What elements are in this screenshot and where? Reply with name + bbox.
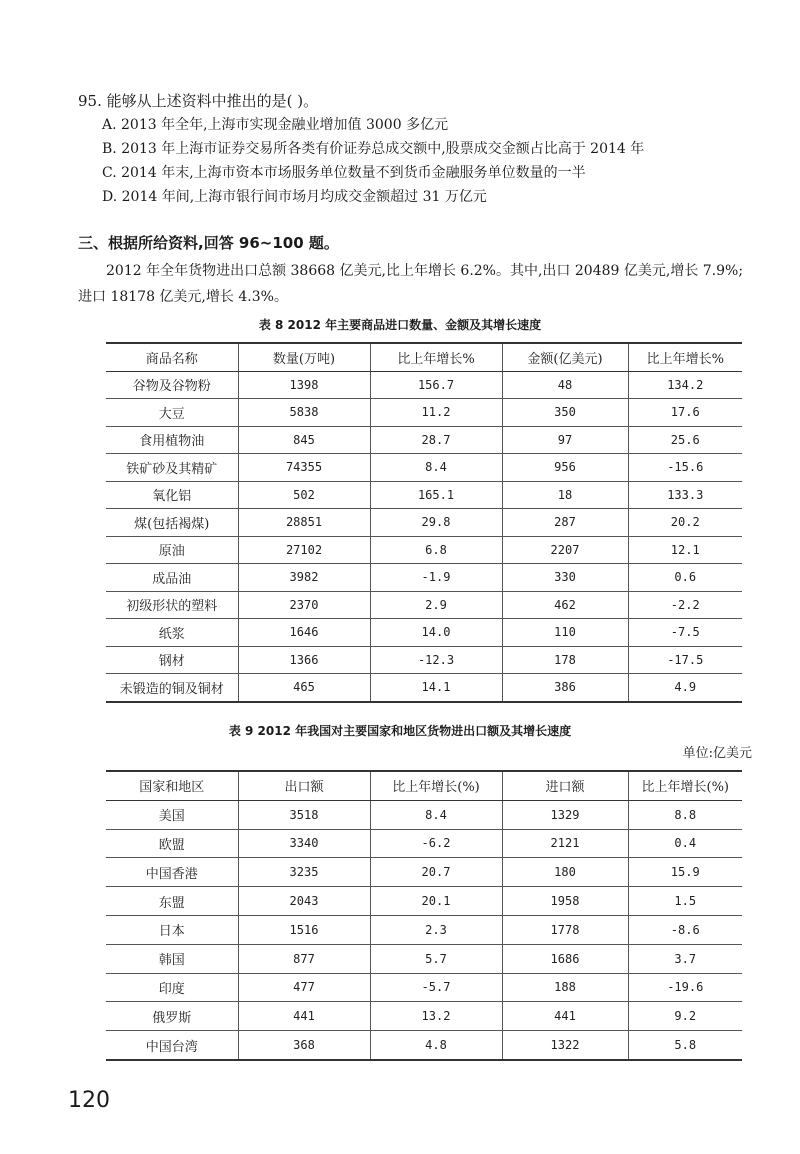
value-cell: 180 <box>502 858 628 887</box>
table8-header-row <box>106 343 742 371</box>
value-cell: 28851 <box>238 509 370 537</box>
value-cell: 1778 <box>502 915 628 944</box>
value-cell: -2.2 <box>628 591 742 619</box>
value-cell: 6.8 <box>370 536 502 564</box>
value-cell: 1.5 <box>628 887 742 916</box>
value-cell: 4.9 <box>628 674 742 702</box>
value-cell: 1322 <box>502 1031 628 1060</box>
value-cell: 156.7 <box>370 371 502 399</box>
value-cell: 3340 <box>238 829 370 858</box>
table8-header-cell: 比上年增长% <box>628 343 742 371</box>
row-label-cell: 成品油 <box>106 564 238 592</box>
option-a: A. 2013 年全年,上海市实现金融业增加值 3000 多亿元 <box>102 117 449 133</box>
value-cell: 2043 <box>238 887 370 916</box>
value-cell: 11.2 <box>370 399 502 427</box>
row-label-cell: 欧盟 <box>106 829 238 858</box>
option-c: C. 2014 年末,上海市资本市场服务单位数量不到货币金融服务单位数量的一半 <box>102 165 586 181</box>
value-cell: 2.3 <box>370 915 502 944</box>
value-cell: -8.6 <box>628 915 742 944</box>
value-cell: 8.8 <box>628 800 742 829</box>
row-label-cell: 纸浆 <box>106 619 238 647</box>
table-row <box>106 1031 742 1060</box>
table9 <box>106 770 742 1061</box>
table9-header-cell: 进口额 <box>502 771 628 800</box>
value-cell: 18 <box>502 481 628 509</box>
value-cell: 386 <box>502 674 628 702</box>
value-cell: 441 <box>238 1002 370 1031</box>
value-cell: 845 <box>238 426 370 454</box>
value-cell: 15.9 <box>628 858 742 887</box>
row-label-cell: 食用植物油 <box>106 426 238 454</box>
row-label-cell: 氧化铝 <box>106 481 238 509</box>
table-row <box>106 829 742 858</box>
row-label-cell: 东盟 <box>106 887 238 916</box>
row-label-cell: 煤(包括褐煤) <box>106 509 238 537</box>
table9-header-cell: 比上年增长(%) <box>370 771 502 800</box>
value-cell: 74355 <box>238 454 370 482</box>
value-cell: -6.2 <box>370 829 502 858</box>
answer-options <box>102 113 644 209</box>
table-row <box>106 646 742 674</box>
value-cell: 20.1 <box>370 887 502 916</box>
table-row <box>106 887 742 916</box>
row-label-cell: 韩国 <box>106 944 238 973</box>
table8-header-cell: 数量(万吨) <box>238 343 370 371</box>
value-cell: 1398 <box>238 371 370 399</box>
value-cell: 3.7 <box>628 944 742 973</box>
table9-header-cell: 出口额 <box>238 771 370 800</box>
value-cell: 287 <box>502 509 628 537</box>
table8 <box>106 342 742 703</box>
value-cell: -1.9 <box>370 564 502 592</box>
value-cell: 1366 <box>238 646 370 674</box>
value-cell: 441 <box>502 1002 628 1031</box>
value-cell: 188 <box>502 973 628 1002</box>
row-label-cell: 中国台湾 <box>106 1031 238 1060</box>
table9-header-row <box>106 771 742 800</box>
value-cell: 133.3 <box>628 481 742 509</box>
row-label-cell: 钢材 <box>106 646 238 674</box>
value-cell: 14.1 <box>370 674 502 702</box>
table-row <box>106 973 742 1002</box>
value-cell: 502 <box>238 481 370 509</box>
value-cell: 956 <box>502 454 628 482</box>
value-cell: 27102 <box>238 536 370 564</box>
value-cell: 330 <box>502 564 628 592</box>
value-cell: 165.1 <box>370 481 502 509</box>
value-cell: 3235 <box>238 858 370 887</box>
value-cell: 0.4 <box>628 829 742 858</box>
row-label-cell: 印度 <box>106 973 238 1002</box>
value-cell: 5.8 <box>628 1031 742 1060</box>
value-cell: 20.2 <box>628 509 742 537</box>
value-cell: 8.4 <box>370 800 502 829</box>
value-cell: 2.9 <box>370 591 502 619</box>
value-cell: 1686 <box>502 944 628 973</box>
value-cell: 1646 <box>238 619 370 647</box>
option-b: B. 2013 年上海市证券交易所各类有价证券总成交额中,股票成交金额占比高于 2014 年 <box>102 141 645 157</box>
table-row <box>106 426 742 454</box>
table-row <box>106 800 742 829</box>
value-cell: 2207 <box>502 536 628 564</box>
option-d: D. 2014 年间,上海市银行间市场月均成交金额超过 31 万亿元 <box>102 189 487 205</box>
row-label-cell: 未锻造的铜及铜材 <box>106 674 238 702</box>
value-cell: -12.3 <box>370 646 502 674</box>
value-cell: 350 <box>502 399 628 427</box>
value-cell: -15.6 <box>628 454 742 482</box>
table-row <box>106 536 742 564</box>
row-label-cell: 铁矿砂及其精矿 <box>106 454 238 482</box>
value-cell: 368 <box>238 1031 370 1060</box>
question-text: 能够从上述资料中推出的是( )。 <box>106 92 319 110</box>
table-row <box>106 944 742 973</box>
value-cell: 877 <box>238 944 370 973</box>
table9-caption: 表 9 2012 年我国对主要国家和地区货物进出口额及其增长速度 <box>228 724 572 738</box>
value-cell: 5.7 <box>370 944 502 973</box>
section-title: 三、根据所给资料,回答 96~100 题。 <box>78 234 339 252</box>
row-label-cell: 俄罗斯 <box>106 1002 238 1031</box>
table-row <box>106 674 742 702</box>
table-row <box>106 509 742 537</box>
value-cell: 178 <box>502 646 628 674</box>
row-label-cell: 初级形状的塑料 <box>106 591 238 619</box>
section-intro: 2012 年全年货物进出口总额 38668 亿美元,比上年增长 6.2%。其中,出口 20489 亿美元,增长 7.9%;进口 18178 亿美元,增长 4.3%。 <box>78 263 744 305</box>
row-label-cell: 谷物及谷物粉 <box>106 371 238 399</box>
table-row <box>106 454 742 482</box>
table8-header-cell: 比上年增长% <box>370 343 502 371</box>
value-cell: 4.8 <box>370 1031 502 1060</box>
value-cell: 9.2 <box>628 1002 742 1031</box>
value-cell: 20.7 <box>370 858 502 887</box>
value-cell: 2370 <box>238 591 370 619</box>
table8-header-cell: 金额(亿美元) <box>502 343 628 371</box>
value-cell: 28.7 <box>370 426 502 454</box>
value-cell: 14.0 <box>370 619 502 647</box>
value-cell: 29.8 <box>370 509 502 537</box>
value-cell: 1958 <box>502 887 628 916</box>
value-cell: -19.6 <box>628 973 742 1002</box>
value-cell: 1329 <box>502 800 628 829</box>
table-row <box>106 619 742 647</box>
value-cell: 17.6 <box>628 399 742 427</box>
row-label-cell: 中国香港 <box>106 858 238 887</box>
value-cell: 462 <box>502 591 628 619</box>
table-row <box>106 591 742 619</box>
value-cell: 48 <box>502 371 628 399</box>
table-row <box>106 399 742 427</box>
table-row <box>106 371 742 399</box>
row-label-cell: 美国 <box>106 800 238 829</box>
value-cell: 110 <box>502 619 628 647</box>
table8-header-cell: 商品名称 <box>106 343 238 371</box>
value-cell: 12.1 <box>628 536 742 564</box>
value-cell: 0.6 <box>628 564 742 592</box>
value-cell: 2121 <box>502 829 628 858</box>
value-cell: 3518 <box>238 800 370 829</box>
value-cell: 25.6 <box>628 426 742 454</box>
question-stem <box>78 90 318 111</box>
value-cell: 97 <box>502 426 628 454</box>
value-cell: -5.7 <box>370 973 502 1002</box>
row-label-cell: 原油 <box>106 536 238 564</box>
table9-header-cell: 比上年增长(%) <box>628 771 742 800</box>
table-row <box>106 915 742 944</box>
table-row <box>106 481 742 509</box>
table-row <box>106 564 742 592</box>
table9-header-cell: 国家和地区 <box>106 771 238 800</box>
table-row <box>106 1002 742 1031</box>
row-label-cell: 大豆 <box>106 399 238 427</box>
row-label-cell: 日本 <box>106 915 238 944</box>
value-cell: 8.4 <box>370 454 502 482</box>
value-cell: 465 <box>238 674 370 702</box>
value-cell: -7.5 <box>628 619 742 647</box>
value-cell: 13.2 <box>370 1002 502 1031</box>
value-cell: 134.2 <box>628 371 742 399</box>
question-number: 95. <box>78 92 102 110</box>
table-row <box>106 858 742 887</box>
value-cell: -17.5 <box>628 646 742 674</box>
value-cell: 3982 <box>238 564 370 592</box>
table9-unit: 单位:亿美元 <box>682 746 752 761</box>
page-number: 120 <box>68 1088 110 1113</box>
value-cell: 5838 <box>238 399 370 427</box>
table8-caption: 表 8 2012 年主要商品进口数量、金额及其增长速度 <box>258 318 542 332</box>
value-cell: 1516 <box>238 915 370 944</box>
value-cell: 477 <box>238 973 370 1002</box>
